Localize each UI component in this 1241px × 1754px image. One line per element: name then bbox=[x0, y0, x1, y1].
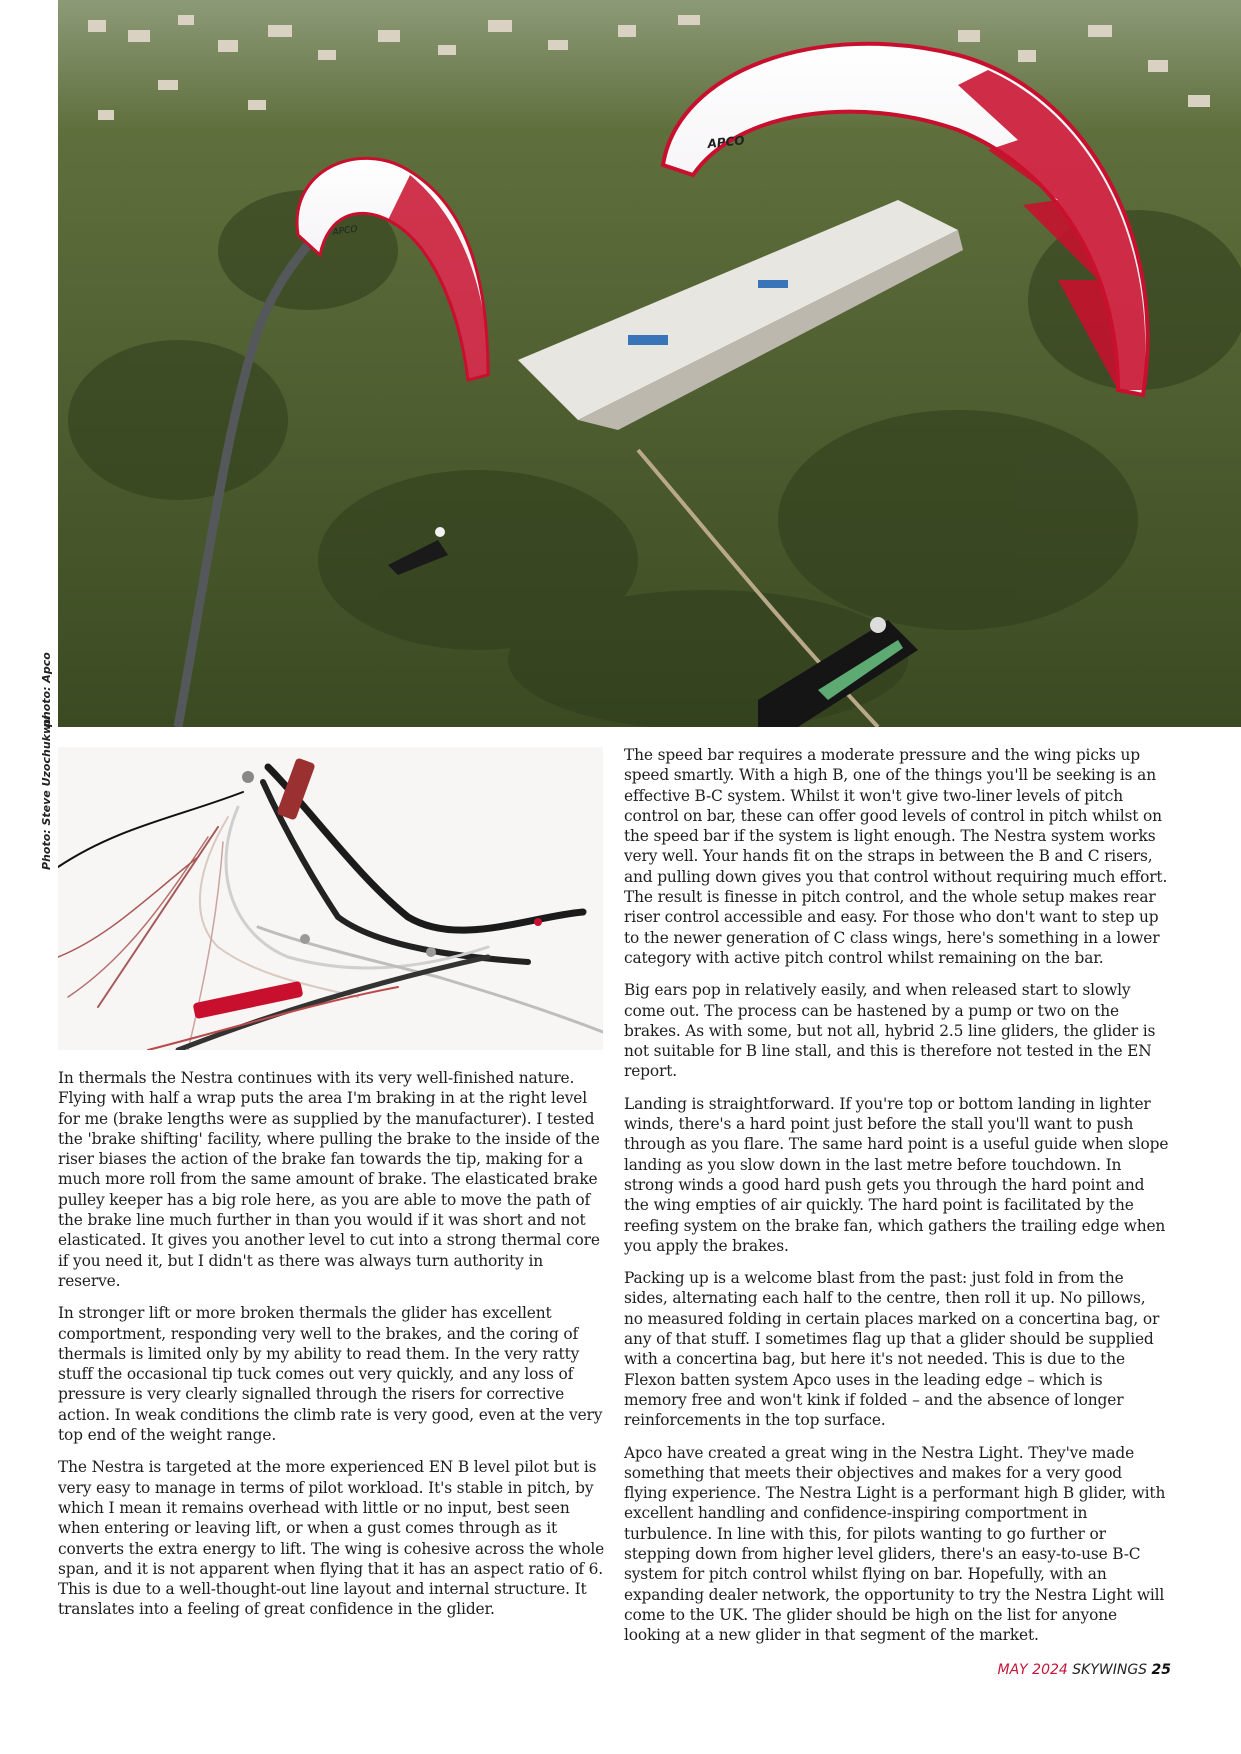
paragraph-landing: Landing is straightforward. If you're top or bottom landing in lighter winds, there's a hard point just before the stall you'll want to push through as you flare. The same hard point is a useful guide when slope landing as you slow down in the last metre before touchdown. In strong winds a good hard push gets you through the hard point and the wing empties of air quickly. The hard point is facilitated by the reefing system on the brake fan, which gathers the trailing edge when you apply the brakes. bbox=[624, 1094, 1169, 1255]
paragraph-target-pilot: The Nestra is targeted at the more experienced EN B level pilot but is very easy to manage in terms of pilot workload. It's stable in pitch, by which I mean it remains overhead with little or no input, best seen when entering or leaving lift, or when a gust comes through as it converts the extra energy to lift. The wing is cohesive across the whole span, and it is not apparent when flying that it has an aspect ratio of 6. This is due to a well-thought-out line layout and internal structure. It translates into a feeling of great confidence in the glider. bbox=[58, 1458, 605, 1619]
wing-logo-small: APCO bbox=[332, 224, 359, 238]
article-column-right bbox=[624, 745, 1169, 1657]
hero-photo-illustration bbox=[58, 0, 1241, 727]
paragraph-conclusion: Apco have created a great wing in the Nestra Light. They've made something that meets their objectives and makes for a very good flying experience. The Nestra Light is a performant high B glider, with excellent handling and confidence-inspiring comportment in turbulence. In line with this, for pilots wanting to go further or stepping down from higher level gliders, there's an easy-to-use B-C system for pitch control whilst flying on bar. Hopefully, with an expanding dealer network, the opportunity to try the Nestra Light will come to the UK. The glider should be high on the list for anyone looking at a new glider in that segment of the market. bbox=[624, 1443, 1166, 1645]
photo-credit-top: photo: Apco bbox=[40, 652, 53, 727]
paragraph-big-ears: Big ears pop in relatively easily, and when released start to slowly come out. The process can be hastened by a pump or two on the brakes. As with some, but not all, hybrid 2.5 line gliders, the glider is not suitable for B line stall, and this is therefore not tested in the EN report. bbox=[624, 981, 1156, 1081]
paragraph-speed-bar: The speed bar requires a moderate pressure and the wing picks up speed smartly. With a high B, one of the things you'll be seeking is an effective B-C system. Whilst it won't give two-liner levels of pitch control on bar, these can offer good levels of control in pitch whilst on the speed bar if the system is light enough. The Nestra system works very well. Your hands fit on the straps in between the B and C risers, and pulling down gives you that control without requiring much effort. The result is finesse in pitch control, and the whole setup makes rear riser control accessible and easy. For those who don't want to step up to the newer generation of C class wings, here's something in a lower category with active pitch control whilst remaining on the bar. bbox=[624, 746, 1168, 967]
risers-illustration bbox=[58, 747, 603, 1050]
paragraph-thermals: In thermals the Nestra continues with its very well-finished nature. Flying with half a wrap puts the area I'm braking in at the right level for me (brake lengths were as supplied by the manufacturer). I tested the 'brake shifting' facility, where pulling the brake to the inside of the riser biases the action of the brake fan towards the tip, making for a much more roll from the same amount of brake. The elasticated brake pulley keeper has a big role here, as you are able to move the path of the brake line much further in than you would if it was short and not elasticated. It gives you another level to cut into a strong thermal core if you need it, but I didn't as there was always turn authority in reserve. bbox=[58, 1069, 600, 1290]
paragraph-stronger-lift: In stronger lift or more broken thermals the glider has excellent comportment, responding very well to the brakes, and the coring of thermals is limited only by my ability to read them. In the very ratty stuff the occasional tip tuck comes out very quickly, and any loss of pressure is very clearly signalled through the risers for corrective action. In weak conditions the climb rate is very good, even at the very top end of the weight range. bbox=[58, 1304, 603, 1445]
folio-magazine: SKYWINGS bbox=[1072, 1662, 1148, 1678]
article-column-left bbox=[58, 1068, 608, 1632]
wing-logo-large: APCO bbox=[706, 133, 746, 151]
paragraph-packing: Packing up is a welcome blast from the past: just fold in from the sides, alternating each half to the centre, then roll it up. No pillows, no measured folding in certain places marked on a concertina bag, or any of that stuff. I sometimes flag up that a glider should be supplied with a concertina bag, but here it's not needed. This is due to the Flexon batten system Apco uses in the leading edge – which is memory free and won't kink if folded – and the absence of longer reinforcements in the top surface. bbox=[624, 1269, 1160, 1430]
folio-date: MAY 2024 bbox=[997, 1662, 1068, 1678]
page-number: 25 bbox=[1151, 1662, 1171, 1678]
risers-photo bbox=[58, 747, 603, 1050]
photo-credit-middle: Photo: Steve Uzochukwu bbox=[40, 716, 53, 870]
page-folio bbox=[998, 1662, 1172, 1678]
hero-photo bbox=[58, 0, 1241, 727]
